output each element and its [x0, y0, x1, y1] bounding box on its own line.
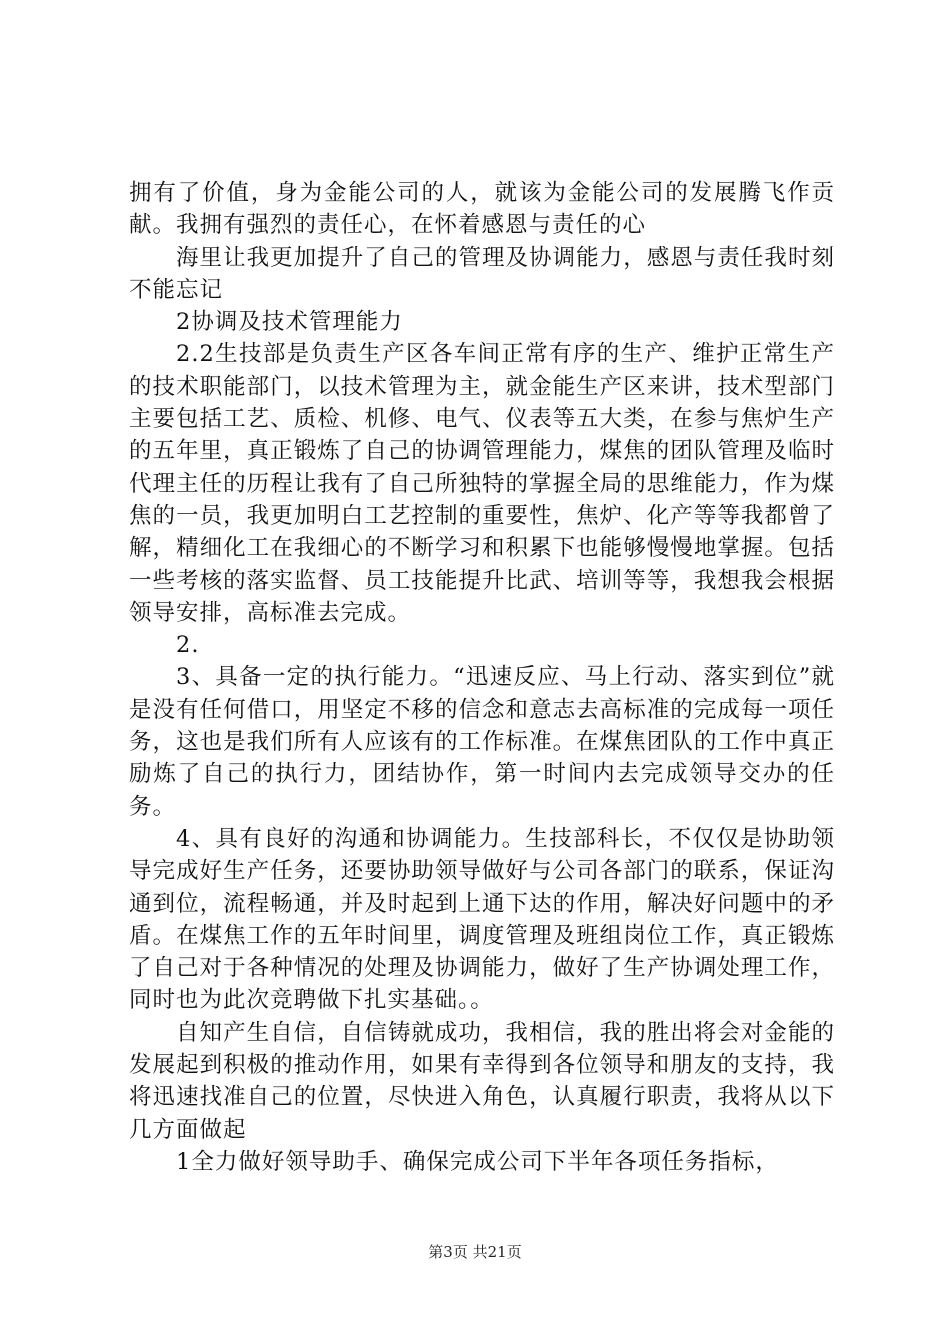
page-number-footer: 第3页 共21页: [428, 1243, 522, 1261]
paragraph-4: 2.: [176, 632, 200, 659]
document-body: [129, 177, 835, 1178]
section-heading: 2协调及技术管理能力: [176, 309, 403, 336]
paragraph-1: 拥有了价值，身为金能公司的人，就该为金能公司的发展腾飞作贡献。我拥有强烈的责任心，在怀着感恩与责任的心: [129, 180, 835, 239]
paragraph-6: 4、具有良好的沟通和协调能力。生技部科长，不仅仅是协助领导完成好生产任务，还要协助领导做好与公司各部门的联系，保证沟通到位，流程畅通，并及时起到上通下达的作用，解决好问题中的矛盾。在煤焦工作的五年时间里，调度管理及班组岗位工作，真正锻炼了自己对于各种情况的处理及协调能力，做好了生产协调处理工作，同时也为此次竞聘做下扎实基础。。: [129, 825, 835, 1014]
paragraph-8: 1全力做好领导助手、确保完成公司下半年各项任务指标，: [176, 1148, 779, 1175]
paragraph-7: 自知产生自信，自信铸就成功，我相信，我的胜出将会对金能的发展起到积极的推动作用，如果有幸得到各位领导和朋友的支持，我将迅速找准自己的位置，尽快进入角色，认真履行职责，我将从以下几方面做起: [129, 1019, 835, 1143]
paragraph-2: 海里让我更加提升了自己的管理及协调能力，感恩与责任我时刻不能忘记: [129, 244, 835, 303]
paragraph-3: 2.2生技部是负责生产区各车间正常有序的生产、维护正常生产的技术职能部门，以技术管理为主，就金能生产区来讲，技术型部门主要包括工艺、质检、机修、电气、仪表等五大类，在参与焦炉生产的五年里，真正锻炼了自己的协调管理能力，煤焦的团队管理及临时代理主任的历程让我有了自己所独特的掌握全局的思维能力，作为煤焦的一员，我更加明白工艺控制的重要性，焦炉、化产等等我都曾了解，精细化工在我细心的不断学习和积累下也能够慢慢地掌握。包括一些考核的落实监督、员工技能提升比武、培训等等，我想我会根据领导安排，高标准去完成。: [129, 341, 835, 626]
paragraph-5: 3、具备一定的执行能力。“迅速反应、马上行动、落实到位”就是没有任何借口，用坚定不移的信念和意志去高标准的完成每一项任务，这也是我们所有人应该有的工作标准。在煤焦团队的工作中真正励炼了自己的执行力，团结协作，第一时间内去完成领导交办的任务。: [129, 664, 835, 820]
